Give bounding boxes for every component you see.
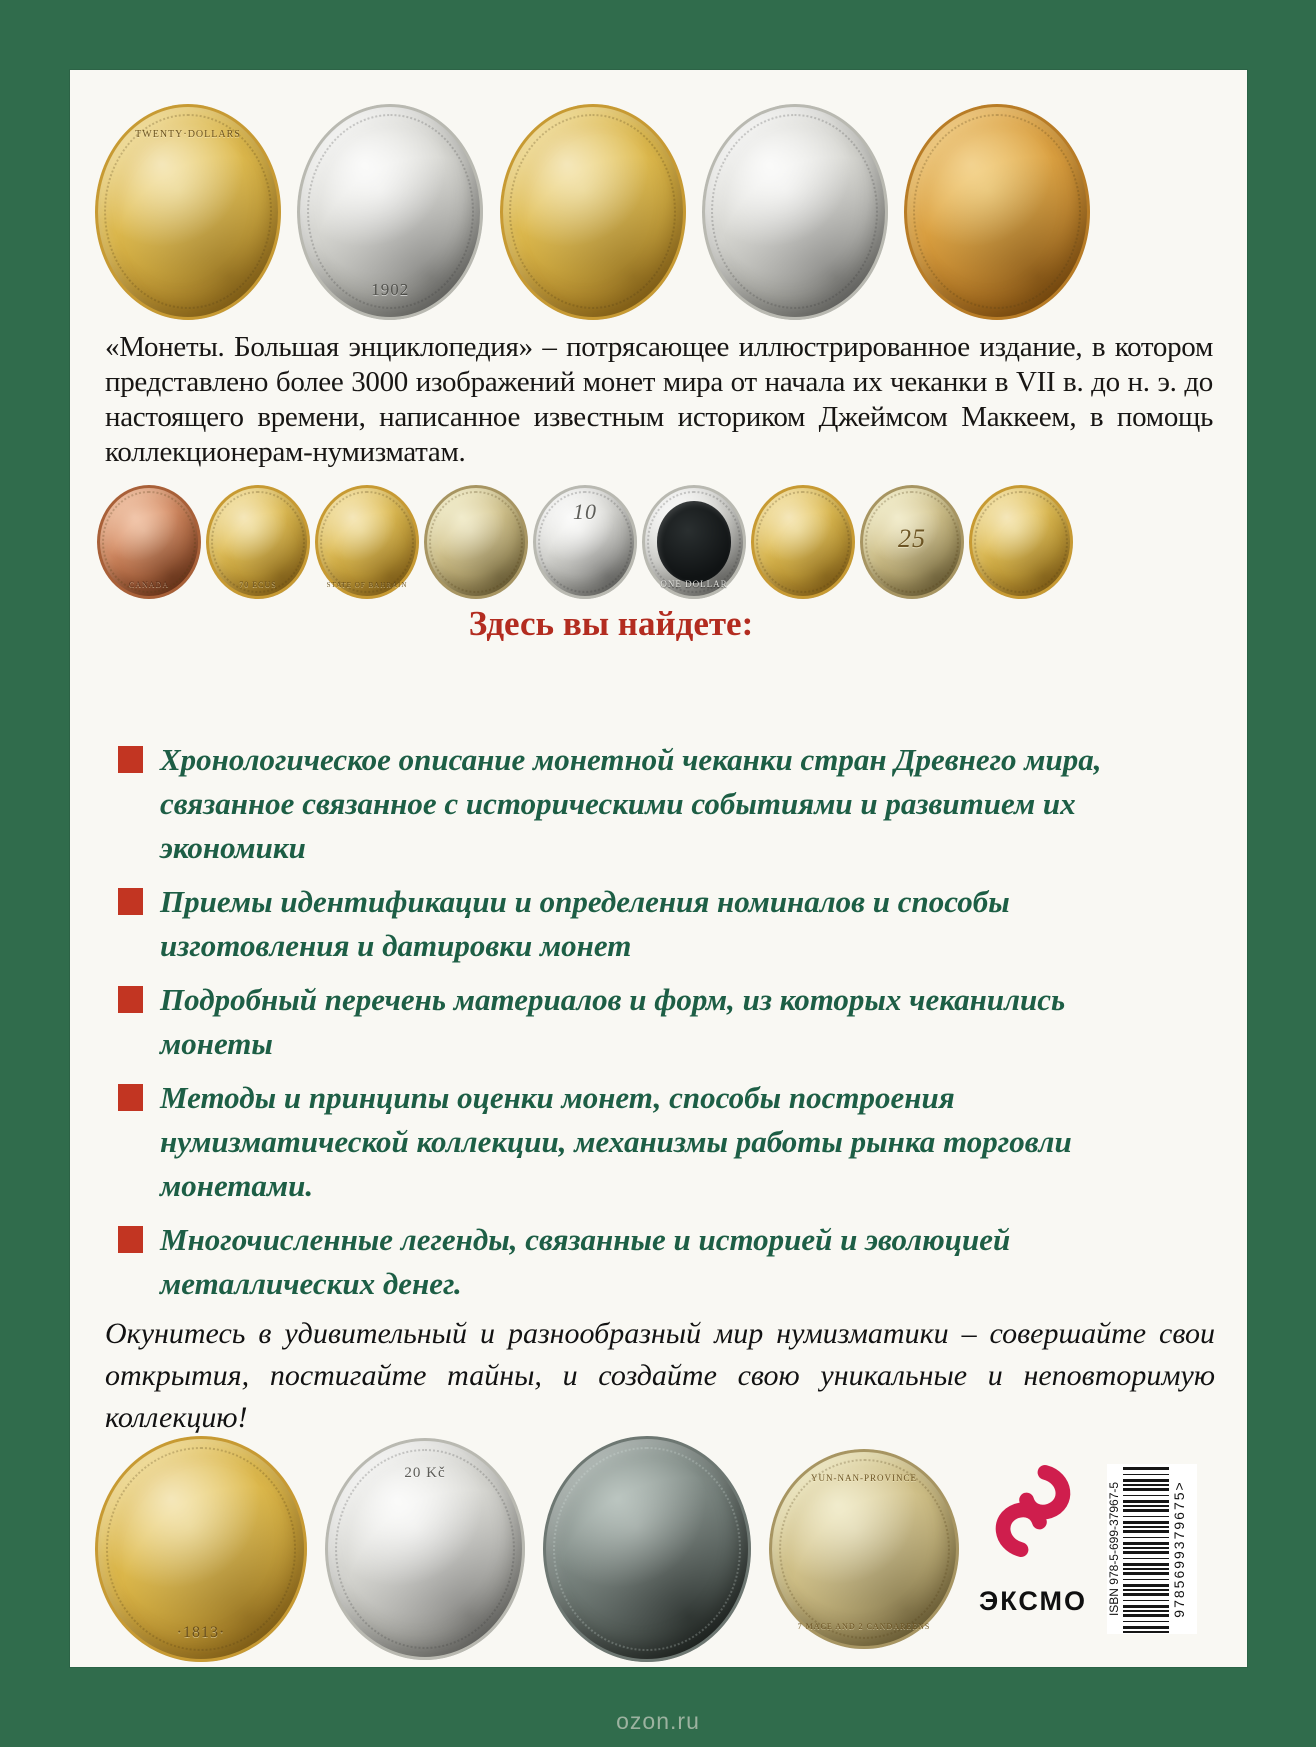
- watermark: ozon.ru: [616, 1708, 700, 1734]
- coin-liechtenstein: [751, 485, 855, 599]
- coin-legend: ·1813·: [176, 1623, 226, 1641]
- coin-gold-pattern: [969, 485, 1073, 599]
- coin-crown-1902: [297, 104, 483, 320]
- section-heading: Здесь вы найдете:: [468, 604, 754, 643]
- bullet-item-4: [118, 1076, 1174, 1208]
- bullet-text: Методы и принципы оценки монет, способы построения нумизматической коллекции, механизмы работы рынка торговли монетами.: [160, 1080, 1072, 1203]
- coin-greek-stater: [500, 104, 686, 320]
- bullet-item-3: [118, 978, 1174, 1066]
- coin-legend: STATE OF BAHRAIN: [326, 580, 408, 589]
- barcode-bars: [1123, 1465, 1169, 1633]
- eksmo-logo-icon: [987, 1459, 1079, 1563]
- coin-ferdinand-vii-1813: [95, 1436, 307, 1662]
- coin-row-small: [97, 483, 1073, 601]
- coin-ancient-tetradrachm: [543, 1436, 751, 1662]
- intro-paragraph: «Монеты. Большая энциклопедия» – потрясающее иллюстрированное издание, в котором представлено более 3000 изображений монет мира от начала их чеканки в VII в. до н. э. до настоящего времени, написанное известным историком Джеймсом Маккеем, в помощь коллекционерам-нумизматам.: [105, 331, 1213, 468]
- coin-legend: 1902: [371, 280, 410, 300]
- coin-legend: 20 Kč: [404, 1464, 446, 1481]
- coin-yunnan-dragon: [769, 1449, 959, 1649]
- bullet-square-icon: [118, 1226, 143, 1253]
- bullet-square-icon: [118, 986, 143, 1013]
- bullet-list: [118, 738, 1174, 1316]
- coin-one-dollar: [642, 485, 746, 599]
- bullet-text: Приемы идентификации и определения номиналов и способы изготовления и датировки монет: [160, 884, 1010, 963]
- coin-canada-cent: [97, 485, 201, 599]
- bullet-item-5: [118, 1218, 1174, 1306]
- coin-row-top: [95, 103, 1090, 320]
- coin-czechoslovakia-20kc: [325, 1438, 525, 1660]
- isbn-text: ISBN 978-5-699-37967-5: [1107, 1481, 1121, 1617]
- page-panel: [70, 70, 1247, 1667]
- coin-legend: YUN-NAN-PROVINCE: [811, 1473, 917, 1483]
- bullet-square-icon: [118, 888, 143, 915]
- coin-legend: ONE DOLLAR: [660, 578, 728, 589]
- bullet-item-1: [118, 738, 1174, 870]
- coin-legend: 70 ECUS: [239, 579, 277, 589]
- coin-dark-field: [657, 501, 732, 583]
- publisher-name: ЭКСМО: [979, 1586, 1087, 1616]
- coin-legend: 25: [898, 523, 926, 553]
- barcode: [1107, 1464, 1197, 1634]
- coin-bahrain: [315, 485, 419, 599]
- coin-row-bottom: [95, 1433, 1197, 1665]
- bullet-square-icon: [118, 746, 143, 773]
- closing-paragraph: Окунитесь в удивительный и разнообразный мир нумизматики – совершайте свои открытия, постигайте тайны, и создайте свою уникальные и неповторимую коллекцию!: [105, 1317, 1215, 1434]
- bullet-text: Подробный перечень материалов и форм, из которых чеканились монеты: [160, 982, 1066, 1061]
- coin-usa-twenty-dollars: [95, 104, 281, 320]
- coin-legend: 10: [573, 498, 597, 524]
- bullet-item-2: [118, 880, 1174, 968]
- bullet-text: Многочисленные легенды, связанные и историей и эволюцией металлических денег.: [160, 1222, 1011, 1301]
- bullet-text: Хронологическое описание монетной чеканки стран Древнего мира, связанное связанное с историческими событиями и развитием их экономики: [160, 742, 1102, 865]
- bullet-square-icon: [118, 1084, 143, 1111]
- barcode-digits: 9785699379675>: [1171, 1480, 1187, 1618]
- coin-bird-of-paradise: [702, 104, 888, 320]
- publisher-block: [977, 1453, 1089, 1645]
- coin-legend: TWENTY·DOLLARS: [135, 129, 241, 141]
- coin-islamic-gold: [424, 485, 528, 599]
- coin-legend: 7 MACE AND 2 CANDAREENS: [797, 1622, 931, 1631]
- coin-70-ecus: [206, 485, 310, 599]
- barcode-block: [1107, 1464, 1197, 1634]
- coin-25-francs: [860, 485, 964, 599]
- coin-cuba-10: [533, 485, 637, 599]
- coin-legend: CANADA: [128, 579, 170, 589]
- coin-ottoman-gold: [904, 104, 1090, 320]
